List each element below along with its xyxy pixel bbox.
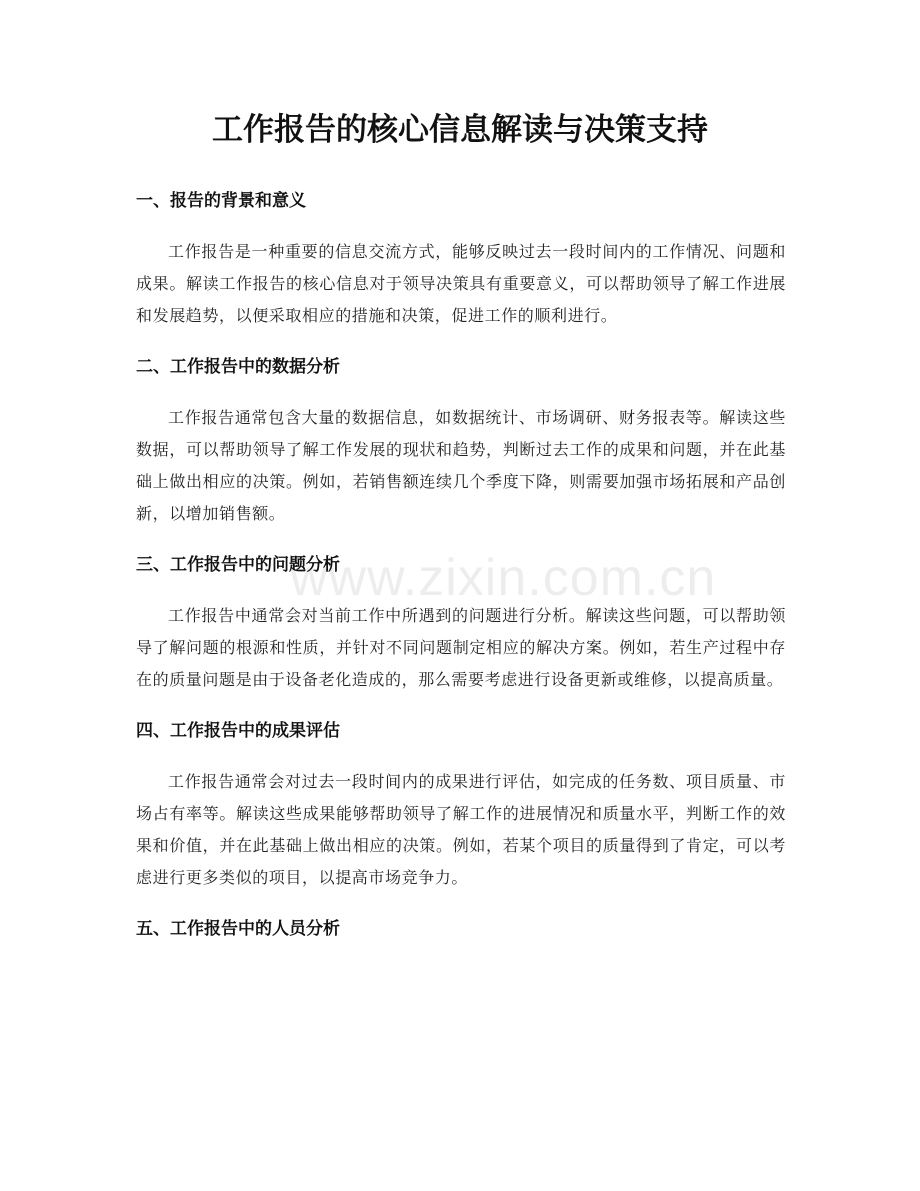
section-heading: 五、工作报告中的人员分析	[136, 919, 340, 939]
section-paragraph: 工作报告是一种重要的信息交流方式，能够反映过去一段时间内的工作情况、问题和成果。解读工作报告的核心信息对于领导决策具有重要意义，可以帮助领导了解工作进展和发展趋势，以便采取相应的措施和决策，促进工作的顺利进行。	[136, 242, 786, 325]
page-title: 工作报告的核心信息解读与决策支持	[212, 112, 708, 148]
section-paragraph: 工作报告中通常会对当前工作中所遇到的问题进行分析。解读这些问题，可以帮助领导了解问题的根源和性质，并针对不同问题制定相应的解决方案。例如，若生产过程中存在的质量问题是由于设备老化造成的，那么需要考虑进行设备更新或维修，以提高质量。	[136, 606, 786, 689]
section-data-analysis	[136, 352, 786, 530]
section-heading: 四、工作报告中的成果评估	[136, 721, 340, 741]
document-body	[136, 186, 786, 944]
section-problem-analysis	[136, 550, 786, 696]
section-heading: 二、工作报告中的数据分析	[136, 357, 340, 377]
section-heading: 三、工作报告中的问题分析	[136, 555, 340, 575]
section-personnel-analysis	[136, 914, 786, 944]
section-heading: 一、报告的背景和意义	[136, 191, 306, 211]
section-results-evaluation	[136, 716, 786, 894]
watermark-text: www.zixin.com.cn	[290, 549, 717, 607]
section-paragraph: 工作报告通常会对过去一段时间内的成果进行评估，如完成的任务数、项目质量、市场占有率等。解读这些成果能够帮助领导了解工作的进展情况和质量水平，判断工作的效果和价值，并在此基础上做出相应的决策。例如，若某个项目的质量得到了肯定，可以考虑进行更多类似的项目，以提高市场竞争力。	[136, 772, 786, 887]
section-paragraph: 工作报告通常包含大量的数据信息，如数据统计、市场调研、财务报表等。解读这些数据，可以帮助领导了解工作发展的现状和趋势，判断过去工作的成果和问题，并在此基础上做出相应的决策。例如，若销售额连续几个季度下降，则需要加强市场拓展和产品创新，以增加销售额。	[136, 408, 786, 523]
section-background	[136, 186, 786, 332]
